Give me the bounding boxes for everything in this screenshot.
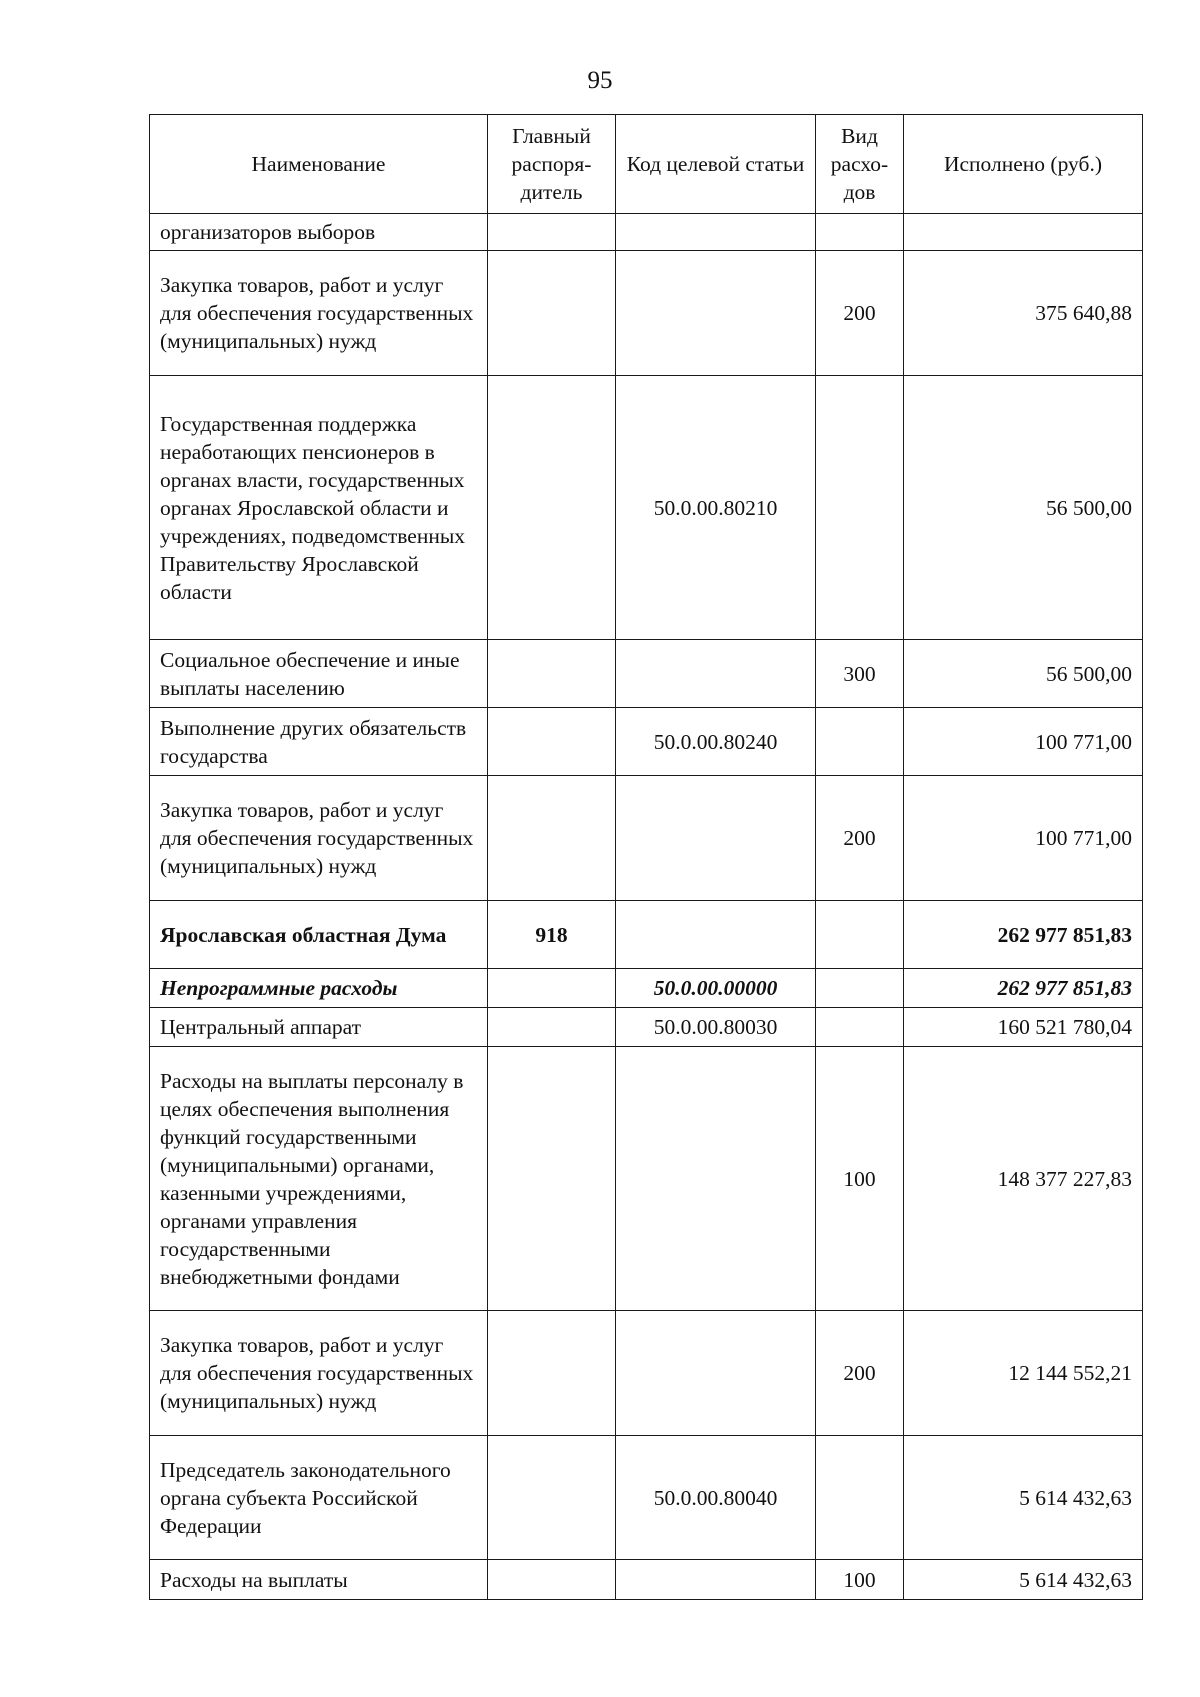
cell-main-manager: 918 <box>488 901 616 969</box>
cell-executed: 262 977 851,83 <box>904 901 1143 969</box>
cell-target-code <box>616 251 816 376</box>
cell-executed: 100 771,00 <box>904 708 1143 776</box>
cell-expense-type <box>816 1436 904 1560</box>
table-row <box>150 376 1143 640</box>
table-row <box>150 1560 1143 1600</box>
cell-target-code <box>616 214 816 251</box>
budget-execution-table <box>149 114 1143 1600</box>
cell-executed: 5 614 432,63 <box>904 1436 1143 1560</box>
cell-executed: 12 144 552,21 <box>904 1311 1143 1436</box>
cell-name: Расходы на выплаты <box>150 1560 488 1600</box>
cell-name: Председатель законодательного органа субъекта Российской Федерации <box>150 1436 488 1560</box>
header-name: Наименование <box>150 115 488 214</box>
cell-main-manager <box>488 1311 616 1436</box>
cell-target-code: 50.0.00.80040 <box>616 1436 816 1560</box>
cell-expense-type <box>816 969 904 1008</box>
cell-target-code: 50.0.00.80030 <box>616 1008 816 1047</box>
cell-expense-type <box>816 376 904 640</box>
table-row <box>150 969 1143 1008</box>
header-expense-type: Вид расхо-дов <box>816 115 904 214</box>
cell-name: Закупка товаров, работ и услуг для обеспечения государственных (муниципальных) нужд <box>150 776 488 901</box>
cell-executed: 5 614 432,63 <box>904 1560 1143 1600</box>
cell-main-manager <box>488 708 616 776</box>
cell-main-manager <box>488 251 616 376</box>
cell-expense-type: 200 <box>816 251 904 376</box>
table-row <box>150 776 1143 901</box>
cell-name: Ярославская областная Дума <box>150 901 488 969</box>
table-row <box>150 251 1143 376</box>
table-row <box>150 1311 1143 1436</box>
cell-expense-type: 300 <box>816 640 904 708</box>
cell-main-manager <box>488 776 616 901</box>
cell-name: Социальное обеспечение и иные выплаты населению <box>150 640 488 708</box>
cell-name: Расходы на выплаты персоналу в целях обеспечения выполнения функций государственными (муниципальными) органами, казенными учреждениями, органами управления государственными внебюджетными фондами <box>150 1047 488 1311</box>
cell-main-manager <box>488 969 616 1008</box>
cell-expense-type <box>816 1008 904 1047</box>
cell-expense-type <box>816 708 904 776</box>
cell-main-manager <box>488 1560 616 1600</box>
cell-executed <box>904 214 1143 251</box>
table-row <box>150 640 1143 708</box>
cell-executed: 148 377 227,83 <box>904 1047 1143 1311</box>
cell-name: Закупка товаров, работ и услуг для обеспечения государственных (муниципальных) нужд <box>150 251 488 376</box>
table-row <box>150 1008 1143 1047</box>
cell-name: Государственная поддержка неработающих пенсионеров в органах власти, государственных органах Ярославской области и учреждениях, подведомственных Правительству Ярославской области <box>150 376 488 640</box>
cell-main-manager <box>488 214 616 251</box>
cell-target-code <box>616 1560 816 1600</box>
cell-name: Центральный аппарат <box>150 1008 488 1047</box>
cell-main-manager <box>488 376 616 640</box>
cell-expense-type <box>816 214 904 251</box>
cell-target-code <box>616 776 816 901</box>
cell-expense-type: 100 <box>816 1047 904 1311</box>
cell-executed: 375 640,88 <box>904 251 1143 376</box>
cell-executed: 56 500,00 <box>904 640 1143 708</box>
header-target-code: Код целевой статьи <box>616 115 816 214</box>
cell-name: Непрограммные расходы <box>150 969 488 1008</box>
table-row <box>150 708 1143 776</box>
header-main-manager: Главный распоря-дитель <box>488 115 616 214</box>
cell-name: организаторов выборов <box>150 214 488 251</box>
table-row <box>150 1436 1143 1560</box>
table-row <box>150 214 1143 251</box>
cell-executed: 160 521 780,04 <box>904 1008 1143 1047</box>
cell-main-manager <box>488 1008 616 1047</box>
cell-target-code <box>616 640 816 708</box>
cell-expense-type <box>816 901 904 969</box>
cell-target-code: 50.0.00.80210 <box>616 376 816 640</box>
cell-main-manager <box>488 640 616 708</box>
cell-expense-type: 100 <box>816 1560 904 1600</box>
table-header-row <box>150 115 1143 214</box>
page-number: 95 <box>587 67 613 94</box>
header-executed: Исполнено (руб.) <box>904 115 1143 214</box>
cell-executed: 56 500,00 <box>904 376 1143 640</box>
cell-name: Закупка товаров, работ и услуг для обеспечения государственных (муниципальных) нужд <box>150 1311 488 1436</box>
cell-main-manager <box>488 1436 616 1560</box>
cell-executed: 262 977 851,83 <box>904 969 1143 1008</box>
table-row <box>150 901 1143 969</box>
cell-target-code <box>616 1311 816 1436</box>
cell-expense-type: 200 <box>816 1311 904 1436</box>
cell-target-code: 50.0.00.00000 <box>616 969 816 1008</box>
cell-name: Выполнение других обязательств государства <box>150 708 488 776</box>
cell-target-code <box>616 901 816 969</box>
cell-target-code: 50.0.00.80240 <box>616 708 816 776</box>
table-row <box>150 1047 1143 1311</box>
cell-executed: 100 771,00 <box>904 776 1143 901</box>
cell-target-code <box>616 1047 816 1311</box>
cell-expense-type: 200 <box>816 776 904 901</box>
cell-main-manager <box>488 1047 616 1311</box>
